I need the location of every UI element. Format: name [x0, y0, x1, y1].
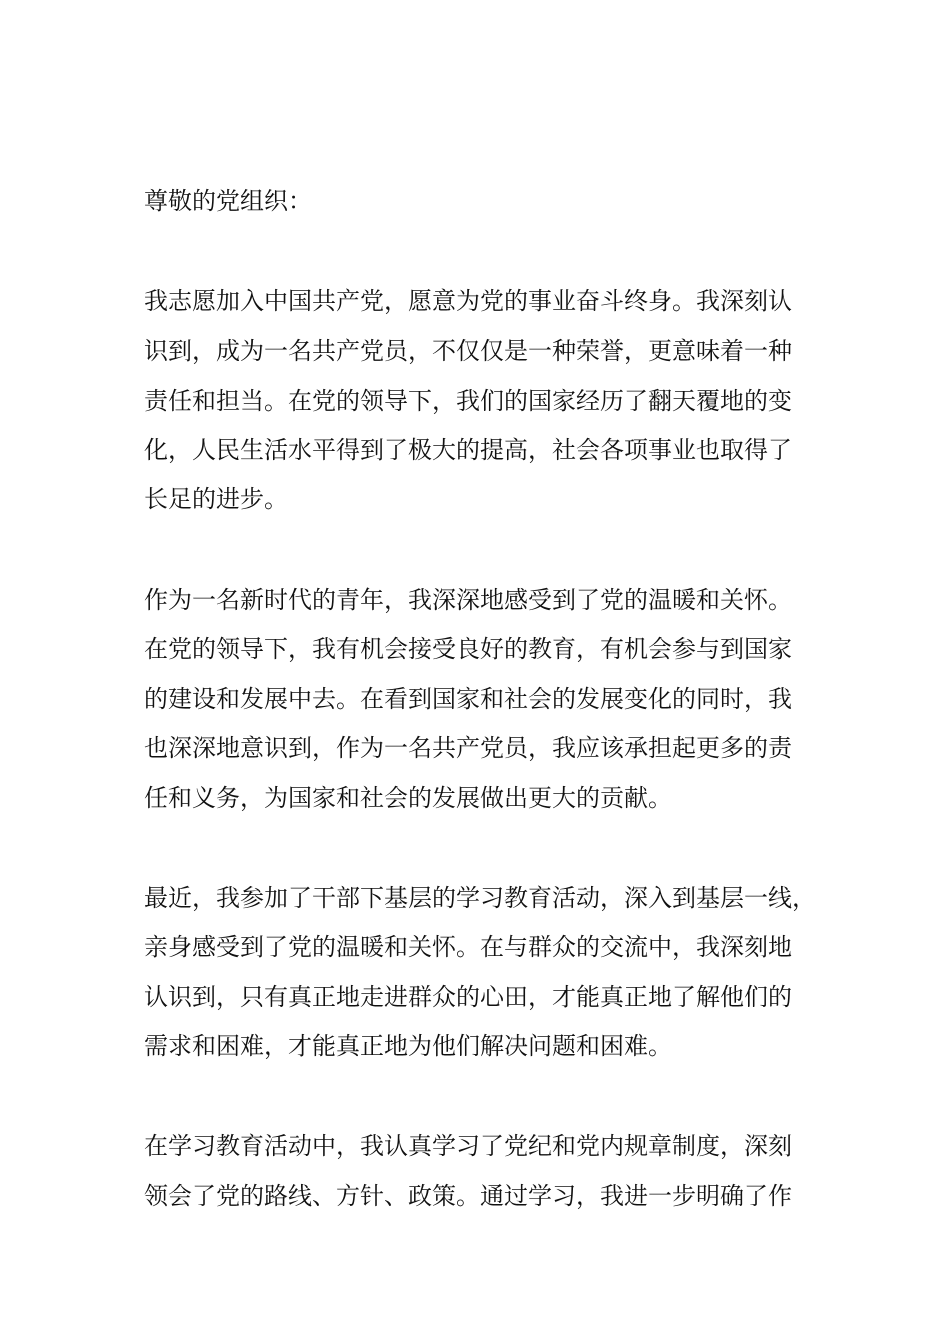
paragraph-line: 责任和担当。在党的领导下，我们的国家经历了翻天覆地的变 — [144, 387, 792, 415]
paragraph-line: 最近，我参加了干部下基层的学习教育活动，深入到基层一线， — [144, 884, 816, 912]
paragraph-line: 化，人民生活水平得到了极大的提高，社会各项事业也取得了 — [144, 436, 792, 464]
salutation: 尊敬的党组织： — [144, 187, 312, 215]
paragraph-line: 任和义务，为国家和社会的发展做出更大的贡献。 — [144, 784, 672, 812]
paragraph-line: 在党的领导下，我有机会接受良好的教育，有机会参与到国家 — [144, 635, 792, 663]
paragraph-line: 需求和困难，才能真正地为他们解决问题和困难。 — [144, 1032, 672, 1060]
paragraph-line: 领会了党的路线、方针、政策。通过学习，我进一步明确了作 — [144, 1182, 792, 1210]
paragraph-line: 在学习教育活动中，我认真学习了党纪和党内规章制度，深刻 — [144, 1132, 792, 1160]
paragraph-line: 我志愿加入中国共产党，愿意为党的事业奋斗终身。我深刻认 — [144, 287, 792, 315]
paragraph-line: 亲身感受到了党的温暖和关怀。在与群众的交流中，我深刻地 — [144, 933, 792, 961]
paragraph-line: 认识到，只有真正地走进群众的心田，才能真正地了解他们的 — [144, 983, 792, 1011]
paragraph-line: 也深深地意识到，作为一名共产党员，我应该承担起更多的责 — [144, 734, 792, 762]
paragraph-line: 作为一名新时代的青年，我深深地感受到了党的温暖和关怀。 — [144, 586, 792, 614]
paragraph-line: 的建设和发展中去。在看到国家和社会的发展变化的同时，我 — [144, 685, 792, 713]
paragraph-line: 长足的进步。 — [144, 485, 288, 513]
paragraph-line: 识到，成为一名共产党员，不仅仅是一种荣誉，更意味着一种 — [144, 337, 792, 365]
